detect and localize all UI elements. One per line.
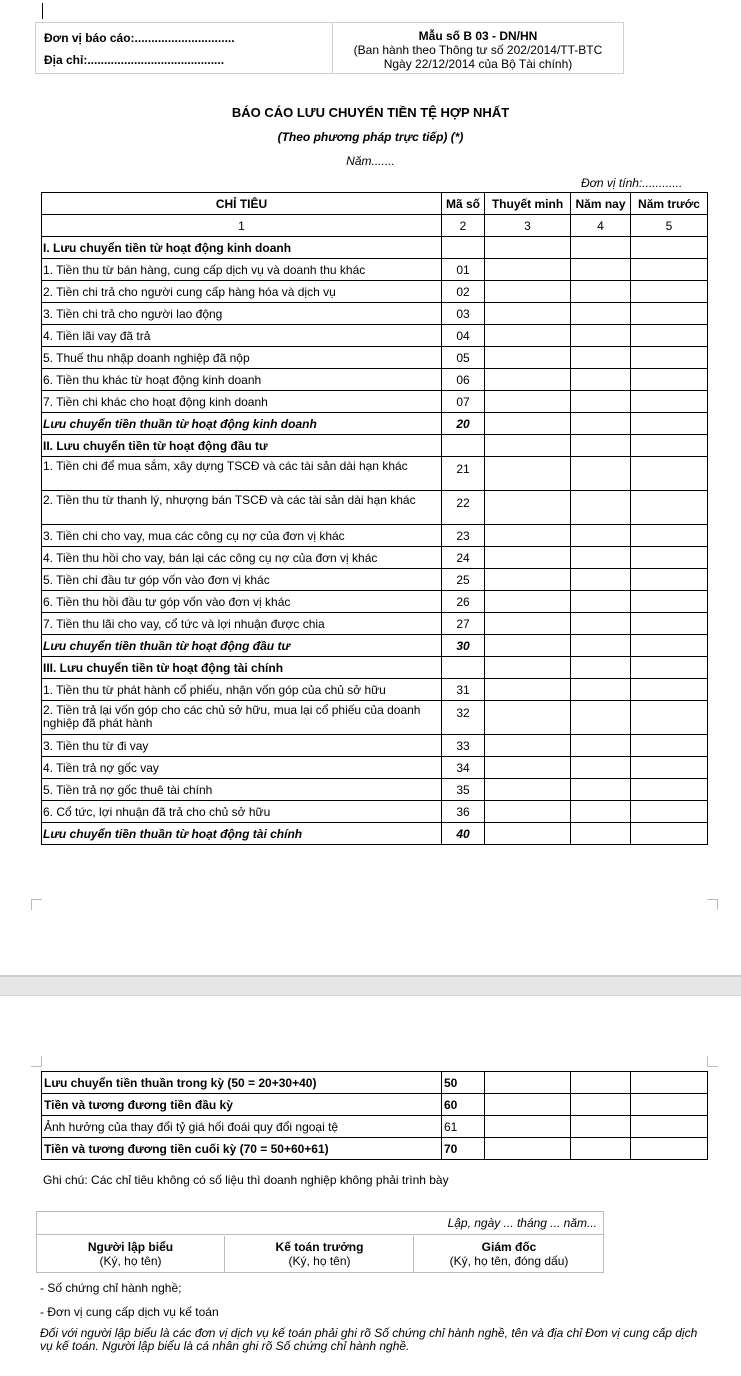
row-code: 04	[442, 325, 485, 347]
row-note-cell	[485, 657, 571, 679]
table-row	[42, 735, 708, 757]
header-this-year: Năm nay	[571, 193, 631, 215]
row-code: 34	[442, 757, 485, 779]
row-code	[442, 657, 485, 679]
row-last-year-cell	[631, 1138, 708, 1160]
preparer-sub: (Ký, họ tên)	[99, 1254, 162, 1268]
row-this-year-cell	[571, 757, 631, 779]
footer-line-2: - Đơn vị cung cấp dịch vụ kế toán	[40, 1305, 219, 1319]
row-label: Tiền và tương đương tiền cuối kỳ (70 = 50+60+61)	[42, 1138, 442, 1160]
row-label: Lưu chuyển tiền thuần từ hoạt động đầu tư	[42, 635, 442, 657]
column-number-row	[42, 215, 708, 237]
row-label: Tiền và tương đương tiền đầu kỳ	[42, 1094, 442, 1116]
text-cursor	[42, 3, 43, 19]
row-label: Lưu chuyển tiền thuần từ hoạt động tài chính	[42, 823, 442, 845]
table-row	[42, 591, 708, 613]
row-label: 2. Tiền trả lại vốn góp cho các chủ sở hữu, mua lại cổ phiếu của doanh nghiệp đã phát hành	[42, 701, 442, 735]
row-label: 3. Tiền thu từ đi vay	[42, 735, 442, 757]
preparer-title: Người lập biểu	[87, 1240, 174, 1254]
address-label: Địa chỉ:.........................................	[44, 53, 225, 67]
page-corner-mark	[31, 1056, 42, 1067]
row-this-year-cell	[571, 457, 631, 491]
row-note-cell	[485, 1094, 571, 1116]
row-last-year-cell	[631, 823, 708, 845]
row-note-cell	[485, 237, 571, 259]
row-note-cell	[485, 369, 571, 391]
row-last-year-cell	[631, 347, 708, 369]
page-corner-mark	[707, 1056, 718, 1067]
row-note-cell	[485, 679, 571, 701]
row-note-cell	[485, 325, 571, 347]
row-this-year-cell	[571, 1116, 631, 1138]
row-code: 06	[442, 369, 485, 391]
row-this-year-cell	[571, 1094, 631, 1116]
row-last-year-cell	[631, 281, 708, 303]
row-note-cell	[485, 1072, 571, 1094]
row-label: 6. Tiền thu khác từ hoạt động kinh doanh	[42, 369, 442, 391]
row-note-cell	[485, 525, 571, 547]
row-this-year-cell	[571, 569, 631, 591]
row-note-cell	[485, 457, 571, 491]
row-last-year-cell	[631, 325, 708, 347]
table-row	[42, 237, 708, 259]
row-last-year-cell	[631, 701, 708, 735]
row-this-year-cell	[571, 613, 631, 635]
header-code: Mã số	[442, 193, 485, 215]
row-last-year-cell	[631, 635, 708, 657]
row-label: 4. Tiền thu hồi cho vay, bán lại các công cụ nợ của đơn vị khác	[42, 547, 442, 569]
table-row	[42, 701, 708, 735]
row-code: 30	[442, 635, 485, 657]
row-last-year-cell	[631, 679, 708, 701]
row-note-cell	[485, 1138, 571, 1160]
row-note-cell	[485, 435, 571, 457]
row-last-year-cell	[631, 237, 708, 259]
row-this-year-cell	[571, 779, 631, 801]
row-note-cell	[485, 259, 571, 281]
table-row	[42, 635, 708, 657]
row-label: 4. Tiền lãi vay đã trả	[42, 325, 442, 347]
table-row	[42, 391, 708, 413]
row-code: 24	[442, 547, 485, 569]
report-year: Năm.......	[346, 154, 395, 168]
director-sub: (Ký, họ tên, đóng dấu)	[449, 1254, 569, 1268]
table-row	[42, 779, 708, 801]
row-last-year-cell	[631, 525, 708, 547]
row-note-cell	[485, 779, 571, 801]
table-row	[42, 413, 708, 435]
row-this-year-cell	[571, 259, 631, 281]
row-this-year-cell	[571, 491, 631, 525]
row-note-cell	[485, 591, 571, 613]
row-last-year-cell	[631, 457, 708, 491]
row-label: 5. Tiền chi đầu tư góp vốn vào đơn vị khác	[42, 569, 442, 591]
row-this-year-cell	[571, 237, 631, 259]
row-last-year-cell	[631, 801, 708, 823]
row-this-year-cell	[571, 325, 631, 347]
row-note-cell	[485, 823, 571, 845]
row-last-year-cell	[631, 259, 708, 281]
row-note-cell	[485, 491, 571, 525]
table-row	[42, 491, 708, 525]
row-this-year-cell	[571, 657, 631, 679]
row-label: 3. Tiền chi trả cho người lao động	[42, 303, 442, 325]
row-last-year-cell	[631, 613, 708, 635]
row-this-year-cell	[571, 635, 631, 657]
date-line: Lập, ngày ... tháng ... năm...	[37, 1212, 603, 1235]
currency-unit: Đơn vị tính:............	[581, 176, 683, 190]
row-last-year-cell	[631, 303, 708, 325]
cash-flow-summary-table	[41, 1071, 708, 1160]
row-code: 60	[442, 1094, 485, 1116]
table-row	[42, 525, 708, 547]
row-code: 22	[442, 491, 485, 525]
row-code: 40	[442, 823, 485, 845]
report-subtitle: (Theo phương pháp trực tiếp) (*)	[277, 130, 464, 144]
row-note-cell	[485, 1116, 571, 1138]
row-last-year-cell	[631, 735, 708, 757]
table-row	[42, 613, 708, 635]
row-this-year-cell	[571, 735, 631, 757]
col-number-3: 3	[485, 215, 571, 237]
table-header-row	[42, 193, 708, 215]
table-row	[42, 303, 708, 325]
row-code: 07	[442, 391, 485, 413]
row-label: II. Lưu chuyển tiền từ hoạt động đầu tư	[42, 435, 442, 457]
page-corner-mark	[31, 899, 42, 910]
row-last-year-cell	[631, 491, 708, 525]
form-header	[35, 22, 624, 74]
row-label: 5. Tiền trả nợ gốc thuê tài chính	[42, 779, 442, 801]
table-row	[42, 823, 708, 845]
row-code: 03	[442, 303, 485, 325]
col-number-5: 5	[631, 215, 708, 237]
row-last-year-cell	[631, 547, 708, 569]
table-row	[42, 679, 708, 701]
director-title: Giám đốc	[481, 1240, 537, 1254]
row-label: 7. Tiền thu lãi cho vay, cổ tức và lợi nhuận được chia	[42, 613, 442, 635]
row-last-year-cell	[631, 391, 708, 413]
chief-accountant-title: Kế toán trưởng	[275, 1240, 364, 1254]
row-label: Ảnh hưởng của thay đổi tỷ giá hối đoái quy đổi ngoại tệ	[42, 1116, 442, 1138]
row-note-cell	[485, 635, 571, 657]
table-row	[42, 369, 708, 391]
issued-by: (Ban hành theo Thông tư số 202/2014/TT-BTC	[353, 43, 603, 57]
table-row	[42, 569, 708, 591]
header-last-year: Năm trước	[631, 193, 708, 215]
table-row	[42, 1116, 708, 1138]
col-number-4: 4	[571, 215, 631, 237]
row-label: 1. Tiền thu từ bán hàng, cung cấp dịch vụ và doanh thu khác	[42, 259, 442, 281]
reporting-unit-label: Đơn vị báo cáo:..............................	[44, 31, 235, 45]
table-row	[42, 347, 708, 369]
page-break-gap	[0, 975, 741, 996]
row-code: 70	[442, 1138, 485, 1160]
row-note-cell	[485, 735, 571, 757]
row-this-year-cell	[571, 701, 631, 735]
col-number-2: 2	[442, 215, 485, 237]
row-label: 5. Thuế thu nhập doanh nghiệp đã nộp	[42, 347, 442, 369]
row-last-year-cell	[631, 569, 708, 591]
row-last-year-cell	[631, 779, 708, 801]
chief-accountant-signature	[226, 1236, 414, 1272]
reporting-unit-block	[36, 23, 333, 73]
row-label: 7. Tiền chi khác cho hoạt động kinh doanh	[42, 391, 442, 413]
row-this-year-cell	[571, 281, 631, 303]
row-code: 36	[442, 801, 485, 823]
row-code: 20	[442, 413, 485, 435]
row-this-year-cell	[571, 435, 631, 457]
footer-line-3: Đối với người lập biểu là các đơn vị dịch vụ kế toán phải ghi rõ Số chứng chỉ hành nghề, tên và địa chỉ Đơn vị cung cấp dịch vụ kế toán. Người lập biểu là cá nhân ghi rõ Số chứng chỉ hành nghề.	[40, 1326, 698, 1353]
row-note-cell	[485, 757, 571, 779]
row-last-year-cell	[631, 1094, 708, 1116]
row-code: 23	[442, 525, 485, 547]
header-note: Thuyết minh	[485, 193, 571, 215]
row-code: 05	[442, 347, 485, 369]
row-last-year-cell	[631, 413, 708, 435]
row-last-year-cell	[631, 591, 708, 613]
row-note-cell	[485, 569, 571, 591]
header-criteria: CHỈ TIÊU	[42, 193, 442, 215]
row-label: 6. Cổ tức, lợi nhuận đã trả cho chủ sở hữu	[42, 801, 442, 823]
footer-line-1: - Số chứng chỉ hành nghề;	[40, 1281, 182, 1295]
chief-accountant-sub: (Ký, họ tên)	[288, 1254, 351, 1268]
form-info-block	[333, 23, 623, 73]
row-last-year-cell	[631, 757, 708, 779]
row-this-year-cell	[571, 591, 631, 613]
row-last-year-cell	[631, 1116, 708, 1138]
note-text: Ghi chú: Các chỉ tiêu không có số liệu thì doanh nghiệp không phải trình bày	[43, 1173, 449, 1187]
table-row	[42, 435, 708, 457]
row-label: 1. Tiền chi để mua sắm, xây dựng TSCĐ và các tài sản dài hạn khác	[42, 457, 442, 491]
row-this-year-cell	[571, 823, 631, 845]
row-note-cell	[485, 303, 571, 325]
row-code: 35	[442, 779, 485, 801]
cash-flow-table	[41, 192, 708, 845]
table-row	[42, 1138, 708, 1160]
row-label: I. Lưu chuyển tiền từ hoạt động kinh doanh	[42, 237, 442, 259]
row-label: 1. Tiền thu từ phát hành cổ phiếu, nhận vốn góp của chủ sở hữu	[42, 679, 442, 701]
page-corner-mark	[707, 899, 718, 910]
row-code: 50	[442, 1072, 485, 1094]
row-this-year-cell	[571, 679, 631, 701]
row-label: 3. Tiền chi cho vay, mua các công cụ nợ của đơn vị khác	[42, 525, 442, 547]
row-code: 27	[442, 613, 485, 635]
table-row	[42, 1094, 708, 1116]
table-row	[42, 259, 708, 281]
row-code: 26	[442, 591, 485, 613]
row-label: Lưu chuyển tiền thuần trong kỳ (50 = 20+30+40)	[42, 1072, 442, 1094]
row-this-year-cell	[571, 369, 631, 391]
table-row	[42, 547, 708, 569]
row-note-cell	[485, 347, 571, 369]
row-label: III. Lưu chuyển tiền từ hoạt động tài chính	[42, 657, 442, 679]
form-number: Mẫu số B 03 - DN/HN	[418, 29, 538, 43]
row-code: 61	[442, 1116, 485, 1138]
row-code: 32	[442, 701, 485, 735]
row-this-year-cell	[571, 413, 631, 435]
row-last-year-cell	[631, 1072, 708, 1094]
row-note-cell	[485, 413, 571, 435]
table-row	[42, 1072, 708, 1094]
row-code	[442, 237, 485, 259]
row-code: 02	[442, 281, 485, 303]
row-last-year-cell	[631, 657, 708, 679]
report-title: BÁO CÁO LƯU CHUYỂN TIỀN TỆ HỢP NHẤT	[231, 105, 510, 120]
row-code: 33	[442, 735, 485, 757]
col-number-1: 1	[42, 215, 442, 237]
director-signature	[415, 1236, 603, 1272]
table-row	[42, 757, 708, 779]
table-row	[42, 281, 708, 303]
row-note-cell	[485, 701, 571, 735]
row-note-cell	[485, 391, 571, 413]
row-this-year-cell	[571, 547, 631, 569]
row-code: 21	[442, 457, 485, 491]
row-label: 2. Tiền thu từ thanh lý, nhượng bán TSCĐ và các tài sản dài hạn khác	[42, 491, 442, 525]
row-this-year-cell	[571, 1072, 631, 1094]
row-this-year-cell	[571, 391, 631, 413]
row-this-year-cell	[571, 1138, 631, 1160]
preparer-signature	[37, 1236, 225, 1272]
row-last-year-cell	[631, 435, 708, 457]
row-this-year-cell	[571, 347, 631, 369]
row-this-year-cell	[571, 525, 631, 547]
row-note-cell	[485, 281, 571, 303]
row-code: 31	[442, 679, 485, 701]
row-note-cell	[485, 547, 571, 569]
row-this-year-cell	[571, 303, 631, 325]
row-label: 6. Tiền thu hồi đầu tư góp vốn vào đơn vị khác	[42, 591, 442, 613]
issued-date: Ngày 22/12/2014 của Bộ Tài chính)	[383, 57, 573, 71]
table-row	[42, 325, 708, 347]
row-code: 25	[442, 569, 485, 591]
table-row	[42, 801, 708, 823]
row-note-cell	[485, 801, 571, 823]
signature-block	[36, 1211, 604, 1273]
row-note-cell	[485, 613, 571, 635]
row-this-year-cell	[571, 801, 631, 823]
row-label: 2. Tiền chi trả cho người cung cấp hàng hóa và dịch vụ	[42, 281, 442, 303]
table-row	[42, 457, 708, 491]
row-label: Lưu chuyển tiền thuần từ hoạt động kinh doanh	[42, 413, 442, 435]
row-last-year-cell	[631, 369, 708, 391]
row-code	[442, 435, 485, 457]
row-label: 4. Tiền trả nợ gốc vay	[42, 757, 442, 779]
table-row	[42, 657, 708, 679]
row-code: 01	[442, 259, 485, 281]
